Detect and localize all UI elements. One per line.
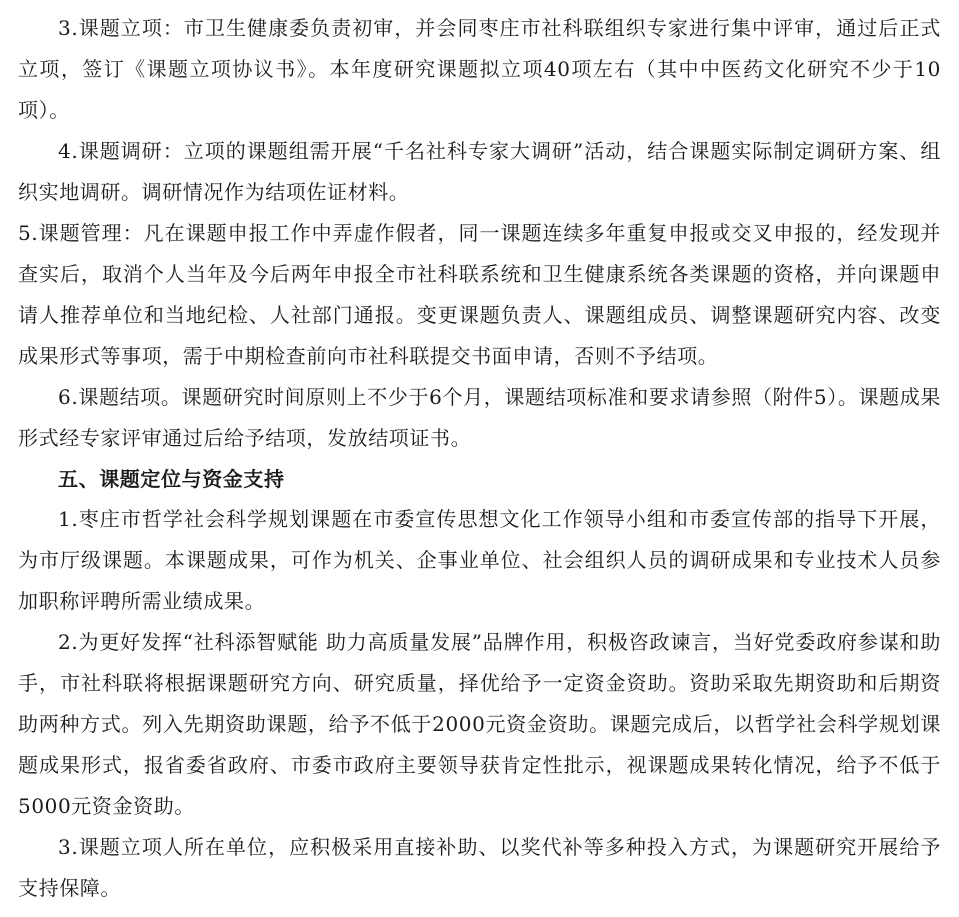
section-heading-funding: 五、课题定位与资金支持 [58, 467, 285, 491]
paragraph-project-management: 5.课题管理：凡在课题申报工作中弄虚作假者，同一课题连续多年重复申报或交叉申报的，经发现并查实后，取消个人当年及今后两年申报全市社科联系统和卫生健康系统各类课题的资格，并向课题申请人推荐单位和当地纪检、人社部门通报。变更课题负责人、课题组成员、调整课题研究内容、改变成果形式等事项，需于中期检查前向市社科联提交书面申请，否则不予结项。 [18, 221, 941, 368]
paragraph-positioning: 1.枣庄市哲学社会科学规划课题在市委宣传思想文化工作领导小组和市委宣传部的指导下开展，为市厅级课题。本课题成果，可作为机关、企事业单位、社会组织人员的调研成果和专业技术人员参加职称评聘所需业绩成果。 [18, 507, 941, 613]
paragraph-project-approval: 3.课题立项：市卫生健康委负责初审，并会同枣庄市社科联组织专家进行集中评审，通过后正式立项，签订《课题立项协议书》。本年度研究课题拟立项40项左右（其中中医药文化研究不少于10项）。 [18, 16, 941, 122]
paragraph-project-research: 4.课题调研：立项的课题组需开展“千名社科专家大调研”活动，结合课题实际制定调研方案、组织实地调研。调研情况作为结项佐证材料。 [18, 139, 941, 204]
paragraph-unit-support: 3.课题立项人所在单位，应积极采用直接补助、以奖代补等多种投入方式，为课题研究开展给予支持保障。 [18, 835, 941, 900]
paragraph-project-completion: 6.课题结项。课题研究时间原则上不少于6个月，课题结项标准和要求请参照（附件5）。课题成果形式经专家评审通过后给予结项，发放结项证书。 [18, 385, 941, 450]
paragraph-funding: 2.为更好发挥“社科添智赋能 助力高质量发展”品牌作用，积极咨政谏言，当好党委政府参谋和助手，市社科联将根据课题研究方向、研究质量，择优给予一定资金资助。资助采取先期资助和后期资助两种方式。列入先期资助课题，给予不低于2000元资金资助。课题完成后，以哲学社会科学规划课题成果形式，报省委省政府、市委市政府主要领导获肯定性批示，视课题成果转化情况，给予不低于5000元资金资助。 [18, 630, 941, 818]
